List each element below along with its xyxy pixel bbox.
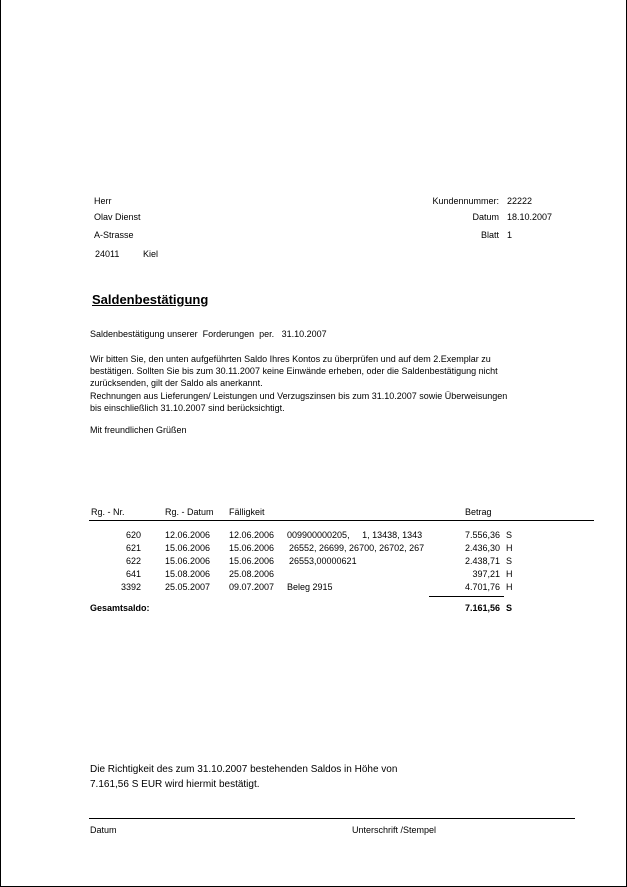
confirmation-line: 7.161,56 S EUR wird hiermit bestätigt. bbox=[90, 779, 260, 790]
address-zip: 24011 bbox=[95, 249, 120, 259]
row-reference: 26552, 26699, 26700, 26702, 267 bbox=[289, 543, 425, 553]
row-invoice-date: 25.05.2007 bbox=[165, 582, 211, 592]
row-amount: 7.556,36 bbox=[464, 530, 500, 540]
row-reference: 26553,00000621 bbox=[289, 556, 357, 566]
address-street: A-Strasse bbox=[94, 230, 134, 240]
body-line: Wir bitten Sie, den unten aufgeführten Saldo Ihres Kontos zu überprüfen und auf dem 2.Exemplar zu bbox=[90, 354, 491, 364]
row-side: H bbox=[506, 543, 513, 553]
address-city: Kiel bbox=[143, 249, 159, 259]
row-amount: 397,21 bbox=[472, 569, 500, 579]
body-paragraph bbox=[90, 353, 507, 414]
row-invoice-number: 641 bbox=[125, 569, 141, 579]
date-value: 18.10.2007 bbox=[507, 212, 553, 222]
header-invoice-number: Rg. - Nr. bbox=[91, 507, 125, 517]
row-invoice-date: 15.06.2006 bbox=[165, 556, 211, 566]
body-line: Rechnungen aus Lieferungen/ Leistungen und Verzugszinsen bis zum 31.10.2007 sowie Überweisungen bbox=[90, 390, 508, 401]
row-invoice-number: 620 bbox=[125, 530, 141, 540]
header-due-date: Fälligkeit bbox=[229, 507, 265, 517]
confirmation-line: Die Richtigkeit des zum 31.10.2007 bestehenden Saldos in Höhe von bbox=[90, 764, 398, 775]
customer-number-label: Kundennummer: bbox=[432, 196, 499, 206]
header-amount: Betrag bbox=[465, 507, 492, 517]
row-due-date: 25.08.2006 bbox=[229, 569, 275, 579]
customer-number-value: 22222 bbox=[507, 196, 533, 206]
body-line: bestätigen. Sollten Sie bis zum 30.11.2007 keine Einwände erheben, oder die Saldenbestätigung nicht bbox=[90, 366, 498, 377]
row-due-date: 15.06.2006 bbox=[229, 543, 275, 553]
row-amount: 4.701,76 bbox=[464, 582, 500, 592]
row-invoice-number: 3392 bbox=[120, 582, 141, 592]
row-amount: 2.438,71 bbox=[464, 556, 500, 566]
body-line: bis einschließlich 31.10.2007 sind berücksichtigt. bbox=[90, 402, 285, 413]
row-amount: 2.436,30 bbox=[464, 543, 500, 553]
body-line: zurücksenden, gilt der Saldo als anerkannt. bbox=[90, 378, 263, 389]
row-invoice-number: 622 bbox=[125, 556, 141, 566]
address-salutation: Herr bbox=[94, 196, 112, 206]
row-invoice-date: 12.06.2006 bbox=[165, 530, 211, 540]
row-side: S bbox=[506, 556, 513, 566]
total-rule bbox=[429, 596, 504, 597]
row-invoice-date: 15.06.2006 bbox=[165, 543, 211, 553]
sheet-label: Blatt bbox=[480, 230, 499, 240]
header-invoice-date: Rg. - Datum bbox=[165, 507, 214, 517]
greeting: Mit freundlichen Grüßen bbox=[90, 425, 187, 435]
subject-line: Saldenbestätigung unserer Forderungen per. 31.10.2007 bbox=[90, 329, 327, 339]
document-title: Saldenbestätigung bbox=[92, 292, 209, 307]
address-name: Olav Dienst bbox=[94, 212, 141, 222]
total-amount: 7.161,56 bbox=[464, 603, 500, 613]
row-invoice-number: 621 bbox=[125, 543, 141, 553]
row-side: H bbox=[506, 569, 513, 579]
date-label: Datum bbox=[472, 212, 499, 222]
row-side: S bbox=[506, 530, 513, 540]
total-side: S bbox=[506, 603, 513, 613]
signature-rule bbox=[89, 818, 575, 819]
row-reference: Beleg 2915 bbox=[287, 582, 333, 592]
header-rule bbox=[89, 520, 594, 521]
footer-signature-label: Unterschrift /Stempel bbox=[352, 825, 437, 835]
total-label: Gesamtsaldo: bbox=[90, 603, 150, 613]
row-due-date: 15.06.2006 bbox=[229, 556, 275, 566]
row-due-date: 12.06.2006 bbox=[229, 530, 275, 540]
footer-date-label: Datum bbox=[90, 825, 117, 835]
row-due-date: 09.07.2007 bbox=[229, 582, 275, 592]
row-reference: 009900000205, 1, 13438, 1343 bbox=[287, 530, 423, 540]
row-invoice-date: 15.08.2006 bbox=[165, 569, 211, 579]
row-side: H bbox=[506, 582, 513, 592]
sheet-value: 1 bbox=[507, 230, 513, 240]
